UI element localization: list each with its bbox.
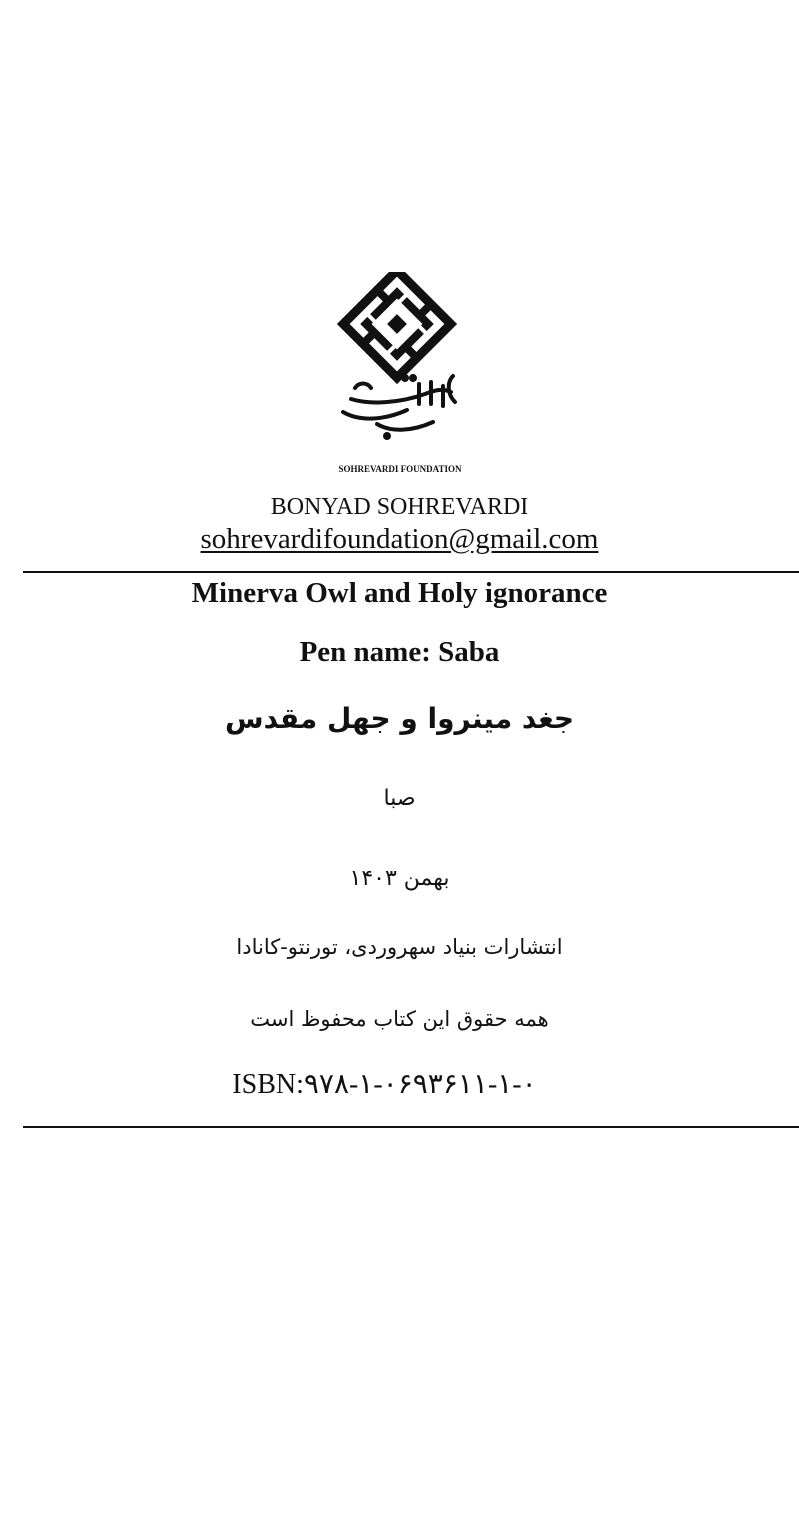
bottom-divider <box>23 1126 799 1128</box>
book-title-english: Minerva Owl and Holy ignorance <box>191 577 608 609</box>
top-divider <box>23 571 799 573</box>
calligraphy-wordmark <box>343 376 455 438</box>
copyright-notice: همه حقوق این کتاب محفوظ است <box>250 1007 549 1031</box>
publisher-line: انتشارات بنیاد سهروردی، تورنتو-کانادا <box>236 935 563 959</box>
sohrevardi-foundation-logo <box>315 272 485 482</box>
foundation-email-link[interactable]: sohrevardifoundation@gmail.com <box>200 523 599 555</box>
square-kufic-knot-icon <box>315 272 485 482</box>
isbn: ISBN:۹۷۸-۱-۰۶۹۳۶۱۱-۱-۰ <box>232 1069 537 1100</box>
pen-name: Pen name: Saba <box>299 636 500 668</box>
book-title-persian: جغد مینروا و جهل مقدس <box>224 702 575 735</box>
publication-date: بهمن ۱۴۰۳ <box>349 866 450 891</box>
foundation-name: BONYAD SOHREVARDI <box>270 494 529 520</box>
logo-caption: SOHREVARDI FOUNDATION <box>338 464 462 474</box>
author-persian: صبا <box>383 786 416 811</box>
